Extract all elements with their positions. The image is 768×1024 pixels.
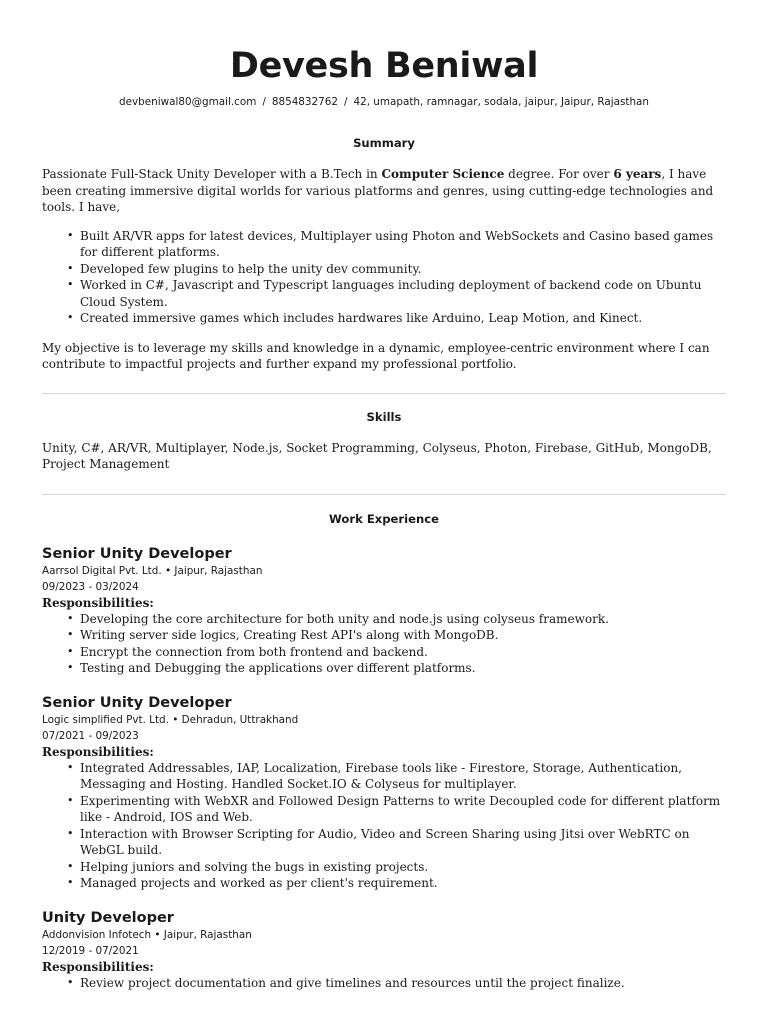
email-address: devbeniwal80@gmail.com [119,96,257,108]
contact-line [42,95,726,109]
summary-intro-text: Passionate Full-Stack Unity Developer with a B.Tech in [42,167,382,181]
list-item: • Review project documentation and give timelines and resources until the project finalize. [80,975,726,992]
list-item: • Helping juniors and solving the bugs in existing projects. [80,859,726,876]
summary-intro-text: , I have been creating immersive digital worlds for various platforms and genres, using cutting-edge technologies and tools. I have, [42,167,714,214]
job-dates: 09/2023 - 03/2024 [42,580,139,593]
responsibility-list [42,760,726,892]
summary-intro [42,166,726,216]
summary-bullet-list [42,228,726,327]
list-item: • Testing and Debugging the applications over different platforms. [80,660,726,677]
list-item: • Managed projects and worked as per client's requirement. [80,875,726,892]
summary-heading: Summary [353,136,415,150]
job-company: Logic simplified Pvt. Ltd. • Dehradun, Uttrakhand [42,713,299,726]
list-item: • Integrated Addressables, IAP, Localization, Firebase tools like - Firestore, Storage, Authentication, Messaging and Hosting. Handled Socket.IO & Colyseus for multiplayer. [80,760,726,793]
candidate-name: Devesh Beniwal [229,46,539,86]
job-title: Unity Developer [42,909,174,926]
job-entry [42,545,726,677]
responsibilities-label: Responsibilities: [42,744,154,759]
job-dates: 07/2021 - 09/2023 [42,729,139,742]
summary-years: 6 years [613,167,662,181]
list-item: • Writing server side logics, Creating Rest API's along with MongoDB. [80,627,726,644]
home-address: 42, umapath, ramnagar, sodala, jaipur, Jaipur, Rajasthan [353,96,649,108]
summary-degree: Computer Science [381,167,505,181]
job-company: Aarrsol Digital Pvt. Ltd. • Jaipur, Rajasthan [42,564,263,577]
list-item: • Interaction with Browser Scripting for Audio, Video and Screen Sharing using Jitsi over WebRTC on WebGL build. [80,826,726,859]
job-title: Senior Unity Developer [42,694,232,711]
contact-separator: / [262,96,266,108]
summary-intro-text: degree. For over [504,167,614,181]
skills-list: Unity, C#, AR/VR, Multiplayer, Node.js, Socket Programming, Colyseus, Photon, Firebase, GitHub, MongoDB, Project Management [42,440,712,471]
list-item: • Created immersive games which includes hardwares like Arduino, Leap Motion, and Kinect. [80,310,726,327]
responsibility-list [42,975,726,992]
section-divider [42,494,726,495]
list-item: • Developing the core architecture for both unity and node.js using colyseus framework. [80,611,726,628]
job-entry [42,909,726,992]
responsibilities-label: Responsibilities: [42,959,154,974]
list-item: • Built AR/VR apps for latest devices, Multiplayer using Photon and WebSockets and Casino based games for different platforms. [80,228,726,261]
responsibility-list [42,611,726,677]
job-entry [42,694,726,892]
career-objective: My objective is to leverage my skills and knowledge in a dynamic, employee-centric environment where I can contribute to impactful projects and further expand my professional portfolio. [42,340,710,371]
list-item: • Worked in C#, Javascript and Typescript languages including deployment of backend code on Ubuntu Cloud System. [80,277,726,310]
contact-separator: / [343,96,348,108]
work-experience-heading: Work Experience [329,511,439,526]
list-item: • Encrypt the connection from both frontend and backend. [80,644,726,661]
job-company: Addonvision Infotech • Jaipur, Rajasthan [42,928,252,941]
phone-number: 8854832762 [271,96,338,108]
job-title: Senior Unity Developer [42,545,232,562]
list-item: • Experimenting with WebXR and Followed Design Patterns to write Decoupled code for different platform like - Android, IOS and Web. [80,793,726,826]
section-divider [42,393,726,394]
skills-heading: Skills [366,409,402,424]
job-dates: 12/2019 - 07/2021 [42,944,139,957]
list-item: • Developed few plugins to help the unity dev community. [80,261,726,278]
responsibilities-label: Responsibilities: [42,595,154,610]
